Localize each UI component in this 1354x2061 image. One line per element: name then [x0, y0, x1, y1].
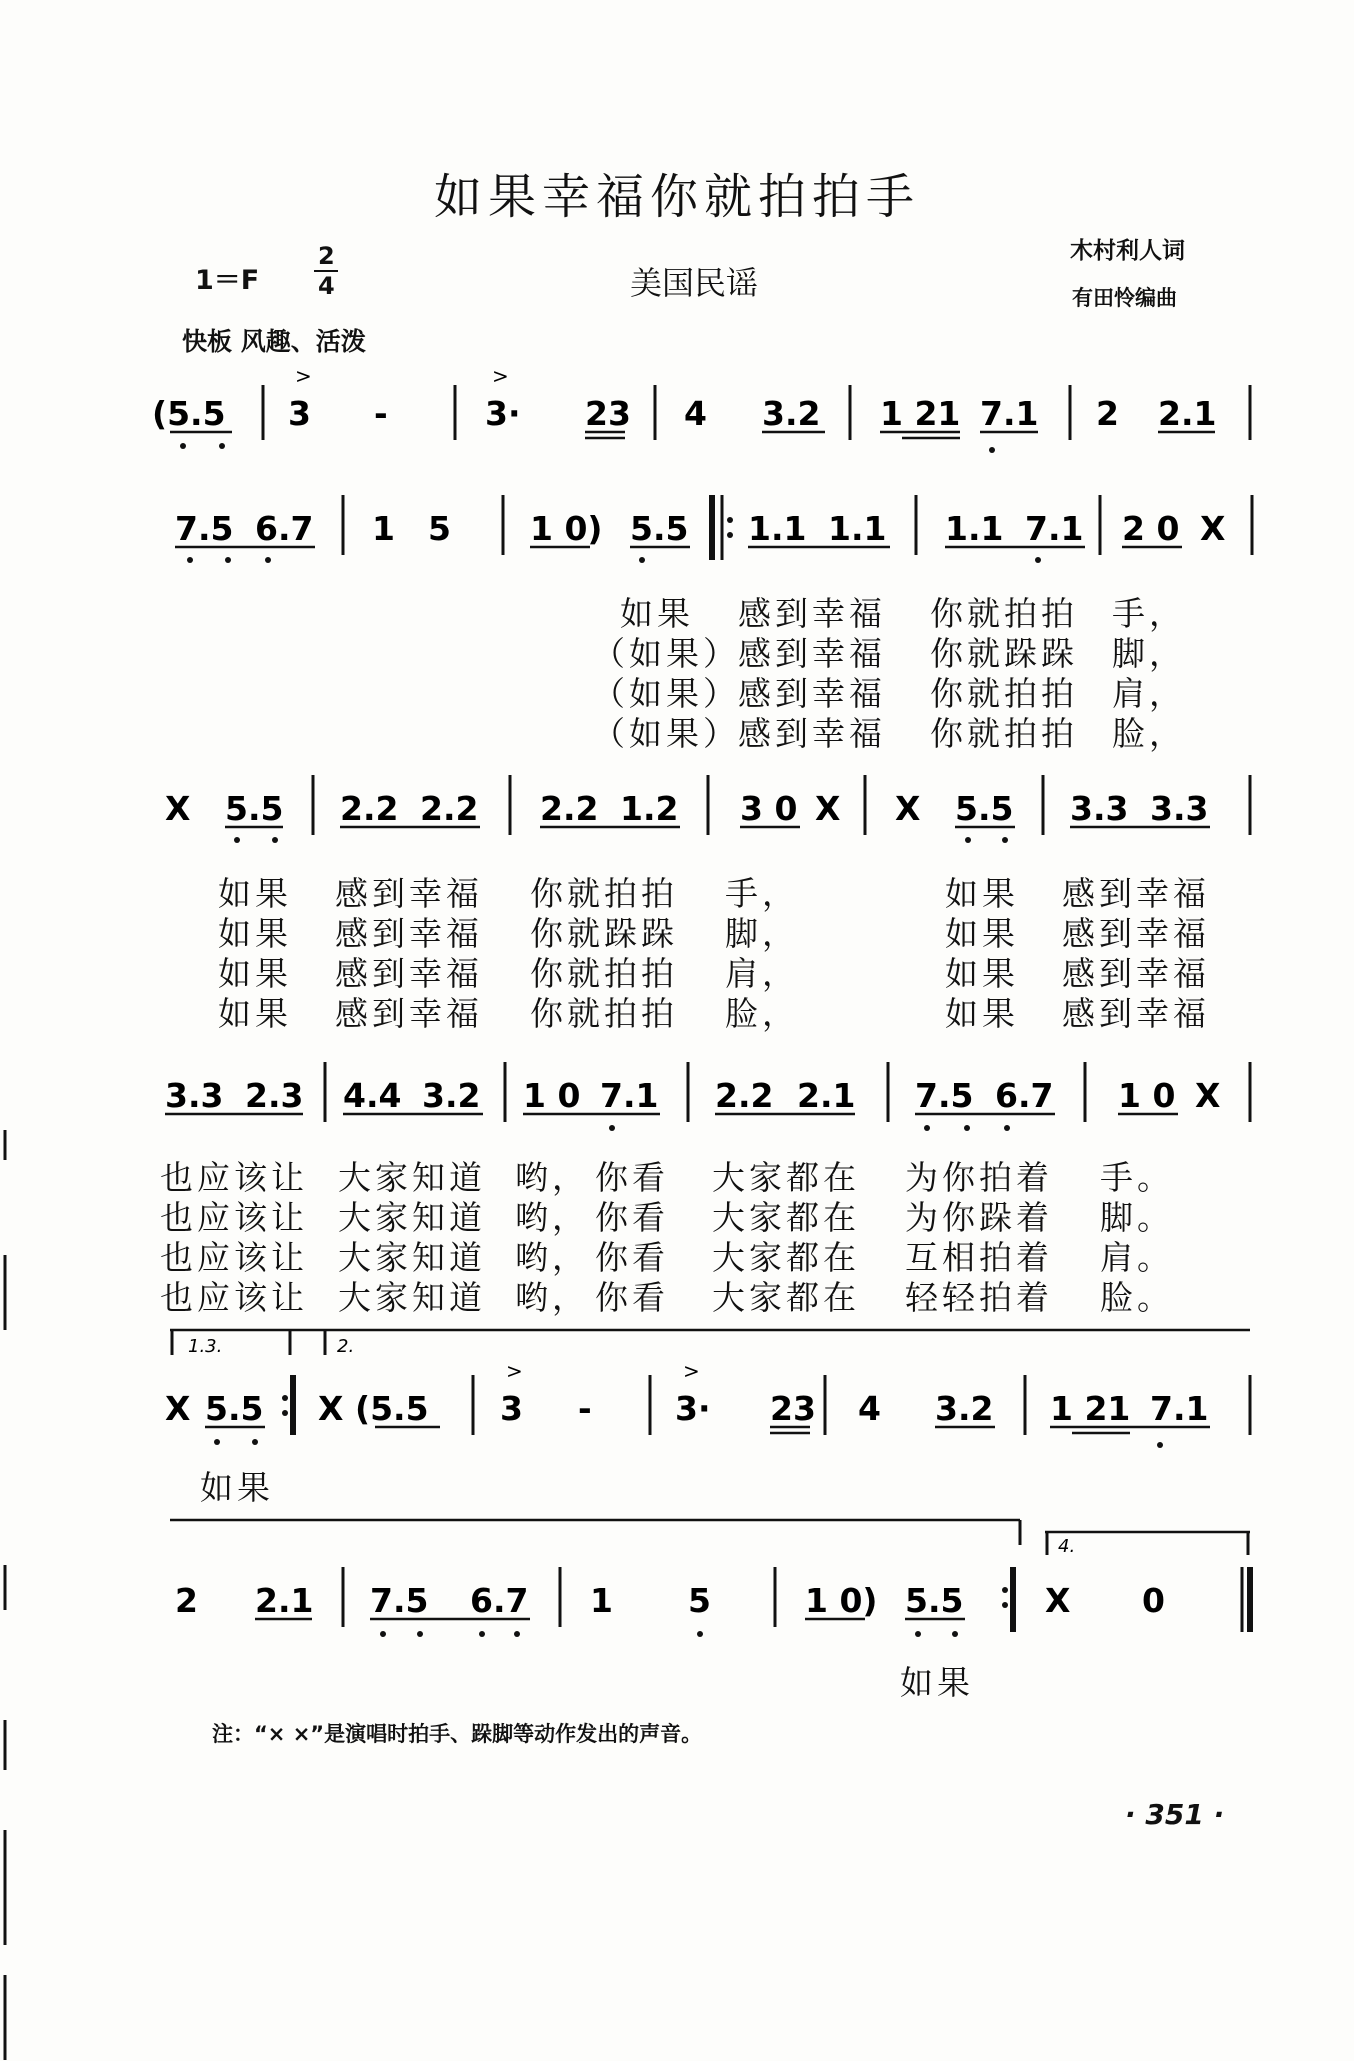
lyric-word: 感到幸福 [335, 954, 483, 993]
lyric-word: 脸， [725, 994, 799, 1033]
lyric-word: 为你跺着 [905, 1198, 1053, 1237]
lyric-word: 如果 [945, 954, 1019, 993]
note: 1 21 [1050, 1389, 1131, 1428]
note: 2.2 [540, 789, 599, 828]
lyric-word: 大家都在 [712, 1238, 860, 1277]
note: 2.2 [420, 789, 479, 828]
note: 3.2 [935, 1389, 994, 1428]
note: 23 [585, 394, 631, 433]
lyric-word: （如果） [592, 674, 740, 713]
lyric-word: 手， [1112, 594, 1186, 633]
lyric-word: 你就拍拍 [530, 874, 678, 913]
lyric-word: 肩， [725, 954, 799, 993]
note: 3 0 [740, 789, 798, 828]
lyric-word: 如果 [218, 874, 292, 913]
note: 3· [485, 394, 521, 433]
volta-2: 2. [337, 1336, 355, 1357]
note: 6.7 [995, 1076, 1054, 1115]
staff-row-2 [175, 495, 1252, 563]
note: 3 [288, 394, 311, 433]
svg-text:>: > [492, 364, 509, 388]
note: 7.1 [1150, 1389, 1209, 1428]
note: 4.4 [343, 1076, 402, 1115]
lyric-word: 感到幸福 [1062, 914, 1210, 953]
lyric-word: 手， [725, 874, 799, 913]
note: 7.1 [1025, 509, 1084, 548]
note: 5.5 [225, 789, 284, 828]
key-signature: 1＝F [195, 265, 260, 296]
note: 0 [1142, 1581, 1165, 1620]
note: - [578, 1389, 592, 1428]
note: 5 [428, 509, 451, 548]
staff-row-6 [175, 1567, 1250, 1637]
note: 1 0 [523, 1076, 581, 1115]
note: X [165, 1389, 191, 1428]
note: 6.7 [470, 1581, 529, 1620]
lyric-word: 感到幸福 [738, 714, 886, 753]
staff-row-1 [152, 364, 1250, 453]
staff-row-3 [165, 775, 1250, 843]
note: 1.1 [828, 509, 887, 548]
lyric-word: 互相拍着 [905, 1238, 1053, 1277]
note: 1 0) [805, 1581, 878, 1620]
origin: 美国民谣 [630, 264, 759, 302]
note: 1 [590, 1581, 613, 1620]
lyric-word: 感到幸福 [335, 914, 483, 953]
lyric-word: 你就拍拍 [930, 594, 1078, 633]
svg-text:>: > [506, 1359, 523, 1383]
arranger: 有田怜编曲 [1072, 286, 1177, 310]
note: 2.1 [255, 1581, 314, 1620]
lyric-word: 为你拍着 [905, 1158, 1053, 1197]
lyric-word: 感到幸福 [1062, 874, 1210, 913]
lyric-word: 脚。 [1100, 1198, 1174, 1237]
note: 1 [372, 509, 395, 548]
lyric-word: 你就拍拍 [530, 954, 678, 993]
lyric-word: 感到幸福 [1062, 994, 1210, 1033]
note: 1 0) [530, 509, 603, 548]
note: 1 0 [1118, 1076, 1176, 1115]
lyric-word: 也应该让 [160, 1238, 308, 1277]
lyric-word: 如果 [218, 914, 292, 953]
lyric-word: 哟， [515, 1198, 589, 1237]
lyric-word: 大家知道 [338, 1238, 486, 1277]
note: 23 [770, 1389, 816, 1428]
footnote: 注：“× ×”是演唱时拍手、跺脚等动作发出的声音。 [212, 1722, 703, 1746]
lyric-row5: 如果 [200, 1468, 274, 1507]
lyric-row6: 如果 [900, 1663, 974, 1702]
lyric-word: 大家知道 [338, 1158, 486, 1197]
note: 2 0 [1122, 509, 1180, 548]
note: X [1045, 1581, 1071, 1620]
lyric-word: 肩， [1112, 674, 1186, 713]
lyricist: 木村利人词 [1070, 238, 1185, 264]
note: 3.2 [762, 394, 821, 433]
note: 7.5 [175, 509, 234, 548]
lyric-word: 你就拍拍 [930, 674, 1078, 713]
lyric-word: 如果 [218, 994, 292, 1033]
note: 3 [500, 1389, 523, 1428]
lyric-word: 如果 [945, 914, 1019, 953]
note: 4 [858, 1389, 881, 1428]
lyric-word: 你就跺跺 [530, 914, 678, 953]
note: 7.1 [600, 1076, 659, 1115]
note: 3.3 [165, 1076, 224, 1115]
lyric-word: 脸。 [1100, 1278, 1174, 1317]
note: X [895, 789, 921, 828]
svg-text:>: > [295, 364, 312, 388]
page-number: · 351 · [1125, 1798, 1225, 1831]
lyric-word: 你就拍拍 [930, 714, 1078, 753]
note: 5.5 [955, 789, 1014, 828]
lyric-word: 如果 [945, 994, 1019, 1033]
note: X [815, 789, 841, 828]
note: 1.1 [945, 509, 1004, 548]
lyric-word: 大家知道 [338, 1278, 486, 1317]
lyric-word: 肩。 [1100, 1238, 1174, 1277]
volta-4: 4. [1058, 1536, 1076, 1557]
note: 7.1 [980, 394, 1039, 433]
staff-row-4 [165, 1062, 1250, 1131]
page-title: 如果幸福你就拍拍手 [433, 169, 920, 225]
lyric-word: 大家都在 [712, 1158, 860, 1197]
lyric-word: 如果 [945, 874, 1019, 913]
note: 1 21 [880, 394, 961, 433]
note: 1.2 [620, 789, 679, 828]
lyric-word: （如果） [592, 634, 740, 673]
lyric-word: 如果 [218, 954, 292, 993]
lyric-word: 哟， [515, 1158, 589, 1197]
lyric-word: 你就跺跺 [930, 634, 1078, 673]
note: 3· [675, 1389, 711, 1428]
lyric-word: 大家都在 [712, 1278, 860, 1317]
time-sig-bottom: 4 [318, 272, 335, 300]
time-sig-top: 2 [318, 242, 335, 270]
lyric-word: 也应该让 [160, 1158, 308, 1197]
lyric-word: 你看 [595, 1238, 669, 1277]
lyric-word: 你看 [595, 1278, 669, 1317]
note: X [318, 1389, 344, 1428]
lyric-word: 轻轻拍着 [905, 1278, 1053, 1317]
lyric-word: 脸， [1112, 714, 1186, 753]
lyric-word: 你看 [595, 1198, 669, 1237]
volta-1: 1.3. [188, 1336, 223, 1357]
lyric-word: 感到幸福 [335, 994, 483, 1033]
note: 2 [1096, 394, 1119, 433]
note: 2.2 [715, 1076, 774, 1115]
lyric-word: 也应该让 [160, 1198, 308, 1237]
lyric-word: 也应该让 [160, 1278, 308, 1317]
svg-text:>: > [683, 1359, 700, 1383]
lyric-word: 感到幸福 [738, 674, 886, 713]
note: (5.5 [152, 394, 226, 433]
lyric-word: 如果 [620, 594, 694, 633]
lyric-word: 哟， [515, 1278, 589, 1317]
lyric-word: 感到幸福 [1062, 954, 1210, 993]
note: 7.5 [915, 1076, 974, 1115]
note: 5.5 [630, 509, 689, 548]
note: 2.1 [1158, 394, 1217, 433]
lyric-word: 感到幸福 [738, 634, 886, 673]
note: 1.1 [748, 509, 807, 548]
note: 5 [688, 1581, 711, 1620]
note: 5.5 [905, 1581, 964, 1620]
note: X [1200, 509, 1226, 548]
note: 4 [684, 394, 707, 433]
lyric-word: 你就拍拍 [530, 994, 678, 1033]
tempo-marking: 快板 风趣、活泼 [182, 327, 366, 356]
note: 7.5 [370, 1581, 429, 1620]
lyric-word: （如果） [592, 714, 740, 753]
note: 5.5 [205, 1389, 264, 1428]
note: X [1195, 1076, 1221, 1115]
note: 2.1 [797, 1076, 856, 1115]
lyric-word: 大家知道 [338, 1198, 486, 1237]
note: 3.3 [1150, 789, 1209, 828]
note: 2 [175, 1581, 198, 1620]
note: 2.2 [340, 789, 399, 828]
note: X [165, 789, 191, 828]
lyric-word: 大家都在 [712, 1198, 860, 1237]
note: 6.7 [255, 509, 314, 548]
note: (5.5 [355, 1389, 429, 1428]
lyric-word: 感到幸福 [738, 594, 886, 633]
lyric-word: 脚， [1112, 634, 1186, 673]
lyric-word: 你看 [595, 1158, 669, 1197]
note: 3.2 [422, 1076, 481, 1115]
note: 3.3 [1070, 789, 1129, 828]
staff-row-5 [165, 1359, 1250, 1448]
lyric-word: 脚， [725, 914, 799, 953]
note: - [374, 394, 388, 433]
lyric-word: 感到幸福 [335, 874, 483, 913]
lyric-word: 哟， [515, 1238, 589, 1277]
lyric-word: 手。 [1100, 1158, 1174, 1197]
note: 2.3 [245, 1076, 304, 1115]
